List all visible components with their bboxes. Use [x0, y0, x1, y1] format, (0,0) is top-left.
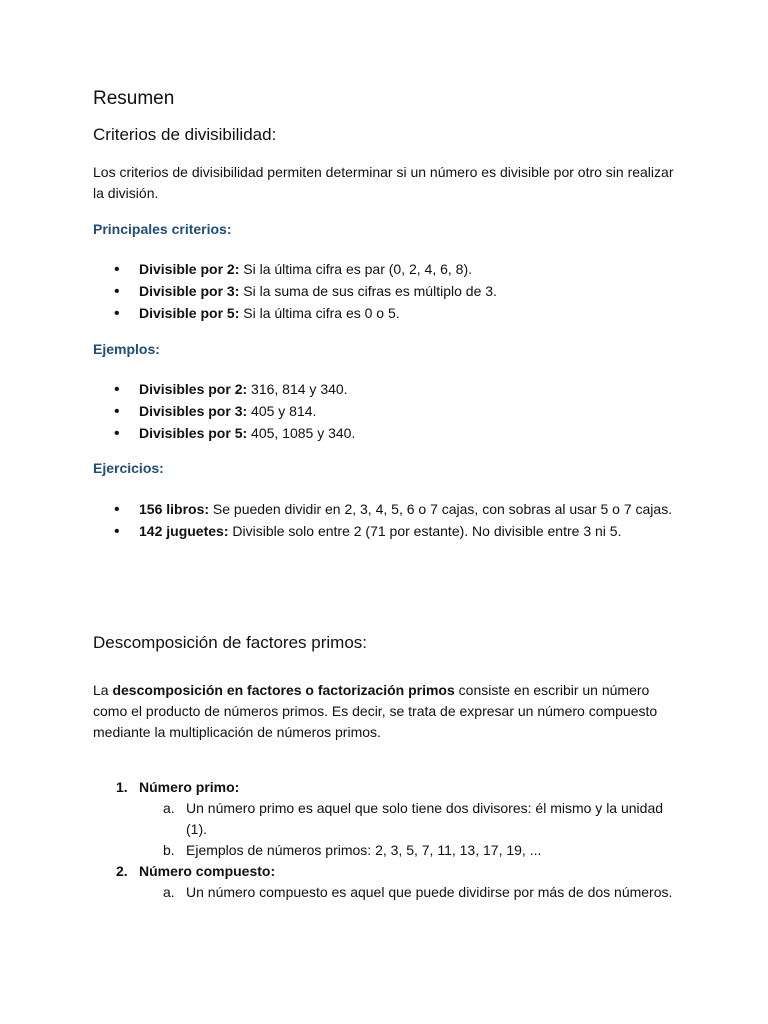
list-item: • Divisibles por 5: 405, 1085 y 340.	[93, 423, 683, 444]
list-item: • Divisibles por 3: 405 y 814.	[93, 401, 683, 422]
list-item: • 156 libros: Se pueden dividir en 2, 3, 4, 5, 6 o 7 cajas, con sobras al usar 5 o 7 cajas.	[93, 499, 683, 520]
criterios-heading: Principales criterios:	[93, 221, 232, 237]
divisibilidad-intro: Los criterios de divisibilidad permiten determinar si un número es divisible por otro sin realizar la división.	[93, 164, 674, 201]
ejemplos-list	[93, 379, 683, 445]
section-heading-factores: Descomposición de factores primos:	[93, 633, 368, 652]
section-heading-divisibilidad: Criterios de divisibilidad:	[93, 125, 277, 144]
list-item: • Divisible por 5: Si la última cifra es 0 o 5.	[93, 303, 683, 324]
sub-item: a. Un número primo es aquel que solo tiene dos divisores: él mismo y la unidad (1).	[163, 800, 664, 837]
criterios-list	[93, 259, 683, 325]
numbered-item: 1. Número primo:	[116, 779, 240, 795]
sub-item: b. Ejemplos de números primos: 2, 3, 5, 7, 11, 13, 17, 19, ...	[163, 842, 542, 858]
list-item: • Divisible por 2: Si la última cifra es par (0, 2, 4, 6, 8).	[93, 259, 683, 280]
ejemplos-heading: Ejemplos:	[93, 341, 160, 357]
numbered-item: 2. Número compuesto:	[116, 863, 276, 879]
list-item: • 142 juguetes: Divisible solo entre 2 (71 por estante). No divisible entre 3 ni 5.	[93, 521, 683, 542]
ejercicios-list	[93, 499, 683, 543]
document-title: Resumen	[93, 88, 175, 109]
factores-list	[93, 777, 683, 903]
ejercicios-heading: Ejercicios:	[93, 460, 164, 476]
list-item: • Divisible por 3: Si la suma de sus cifras es múltiplo de 3.	[93, 281, 683, 302]
sub-item: a. Un número compuesto es aquel que puede dividirse por más de dos números.	[163, 884, 673, 900]
list-item: • Divisibles por 2: 316, 814 y 340.	[93, 379, 683, 400]
factores-intro: La descomposición en factores o factorización primos consiste en escribir un número como el producto de números primos. Es decir, se trata de expresar un número compuesto mediante la multiplicación de números primos.	[93, 682, 658, 740]
